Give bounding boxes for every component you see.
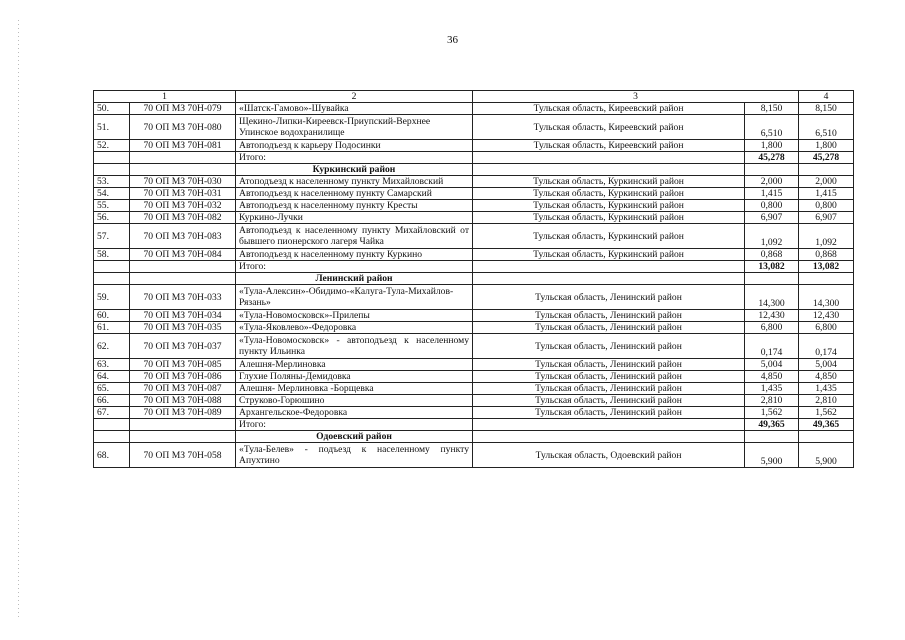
road-location: Тульская область, Ленинский район — [473, 395, 745, 407]
table-row — [94, 176, 854, 188]
road-value: 0,174 — [799, 334, 854, 359]
total-blank-cell — [94, 261, 130, 273]
road-value: 14,300 — [799, 285, 854, 310]
section-blank-cell — [94, 164, 130, 176]
road-length: 4,850 — [745, 371, 799, 383]
table-row — [94, 322, 854, 334]
road-location: Тульская область, Киреевский район — [473, 115, 745, 140]
road-code: 70 ОП МЗ 70Н-031 — [130, 188, 236, 200]
row-number: 53. — [94, 176, 130, 188]
road-length: 6,510 — [745, 115, 799, 140]
road-length: 0,800 — [745, 200, 799, 212]
total-blank-cell — [130, 152, 236, 164]
section-blank-cell — [799, 164, 854, 176]
road-length: 0,174 — [745, 334, 799, 359]
road-location: Тульская область, Ленинский район — [473, 334, 745, 359]
section-blank-cell — [799, 273, 854, 285]
road-name: Глухие Поляны-Демидовка — [236, 371, 473, 383]
road-value: 1,800 — [799, 140, 854, 152]
road-code: 70 ОП МЗ 70Н-034 — [130, 310, 236, 322]
road-name: «Тула-Белев» - подъезд к населенному пункту Апухтино — [236, 443, 473, 468]
road-name: Автоподъезд к населенному пункту Самарский — [236, 188, 473, 200]
road-value: 2,810 — [799, 395, 854, 407]
total-value: 49,365 — [799, 419, 854, 431]
road-length: 12,430 — [745, 310, 799, 322]
section-blank-cell — [94, 431, 130, 443]
road-name: Атоподъезд к населенному пункту Михайловский — [236, 176, 473, 188]
road-code: 70 ОП МЗ 70Н-086 — [130, 371, 236, 383]
road-code: 70 ОП МЗ 70Н-082 — [130, 212, 236, 224]
road-value: 6,800 — [799, 322, 854, 334]
row-number: 50. — [94, 103, 130, 115]
total-label: Итого: — [236, 419, 473, 431]
road-location: Тульская область, Куркинский район — [473, 224, 745, 249]
total-row — [94, 152, 854, 164]
road-name: «Шатск-Гамово»-Шувайка — [236, 103, 473, 115]
table-row — [94, 140, 854, 152]
road-value: 12,430 — [799, 310, 854, 322]
table-row — [94, 334, 854, 359]
row-number: 54. — [94, 188, 130, 200]
road-name: «Тула-Яковлево»-Федоровка — [236, 322, 473, 334]
row-number: 61. — [94, 322, 130, 334]
total-label: Итого: — [236, 152, 473, 164]
table-row — [94, 383, 854, 395]
road-length: 1,415 — [745, 188, 799, 200]
table-row — [94, 359, 854, 371]
total-blank-cell — [94, 419, 130, 431]
column-header-3: 3 — [473, 91, 799, 103]
section-blank-cell — [799, 431, 854, 443]
road-value: 6,510 — [799, 115, 854, 140]
total-value: 13,082 — [799, 261, 854, 273]
road-location: Тульская область, Куркинский район — [473, 249, 745, 261]
road-code: 70 ОП МЗ 70Н-080 — [130, 115, 236, 140]
road-value: 5,004 — [799, 359, 854, 371]
road-name: Струково-Горюшино — [236, 395, 473, 407]
road-value: 1,435 — [799, 383, 854, 395]
total-blank-cell — [130, 261, 236, 273]
total-row — [94, 419, 854, 431]
road-location: Тульская область, Ленинский район — [473, 371, 745, 383]
road-name: «Тула-Новомосковск»-Прилепы — [236, 310, 473, 322]
section-blank-cell — [94, 273, 130, 285]
row-number: 64. — [94, 371, 130, 383]
table-row — [94, 200, 854, 212]
road-value: 2,000 — [799, 176, 854, 188]
road-length: 5,004 — [745, 359, 799, 371]
total-blank-cell — [130, 419, 236, 431]
row-number: 51. — [94, 115, 130, 140]
table-row — [94, 371, 854, 383]
road-name: Архангельское-Федоровка — [236, 407, 473, 419]
road-value: 8,150 — [799, 103, 854, 115]
table-row — [94, 285, 854, 310]
road-location: Тульская область, Киреевский район — [473, 103, 745, 115]
section-blank-cell — [130, 431, 236, 443]
section-blank-cell — [130, 273, 236, 285]
road-code: 70 ОП МЗ 70Н-089 — [130, 407, 236, 419]
column-header-4: 4 — [799, 91, 854, 103]
page-number: 36 — [447, 34, 458, 46]
table-row — [94, 249, 854, 261]
road-code: 70 ОП МЗ 70Н-032 — [130, 200, 236, 212]
section-blank-cell — [745, 273, 799, 285]
section-header-row — [94, 431, 854, 443]
row-number: 56. — [94, 212, 130, 224]
road-code: 70 ОП МЗ 70Н-030 — [130, 176, 236, 188]
total-blank-cell — [473, 419, 745, 431]
row-number: 55. — [94, 200, 130, 212]
roads-table-body — [94, 91, 854, 468]
road-length: 1,800 — [745, 140, 799, 152]
road-location: Тульская область, Куркинский район — [473, 188, 745, 200]
road-location: Тульская область, Ленинский район — [473, 310, 745, 322]
road-name: Автоподъезд к населенному пункту Куркино — [236, 249, 473, 261]
road-code: 70 ОП МЗ 70Н-083 — [130, 224, 236, 249]
road-code: 70 ОП МЗ 70Н-037 — [130, 334, 236, 359]
road-length: 2,810 — [745, 395, 799, 407]
road-code: 70 ОП МЗ 70Н-085 — [130, 359, 236, 371]
road-length: 6,800 — [745, 322, 799, 334]
road-code: 70 ОП МЗ 70Н-058 — [130, 443, 236, 468]
road-name: Щекино-Липки-Киреевск-Приупский-Верхнее Упинское водохранилище — [236, 115, 473, 140]
road-name: Куркино-Лучки — [236, 212, 473, 224]
row-number: 59. — [94, 285, 130, 310]
road-value: 4,850 — [799, 371, 854, 383]
table-row — [94, 188, 854, 200]
road-name: Автоподъезд к карьеру Подосинки — [236, 140, 473, 152]
section-blank-cell — [745, 431, 799, 443]
binding-margin-marks — [18, 20, 19, 620]
road-name: Автоподъезд к населенному пункту Кресты — [236, 200, 473, 212]
road-location: Тульская область, Куркинский район — [473, 200, 745, 212]
road-length: 14,300 — [745, 285, 799, 310]
row-number: 57. — [94, 224, 130, 249]
row-number: 68. — [94, 443, 130, 468]
road-location: Тульская область, Ленинский район — [473, 383, 745, 395]
road-code: 70 ОП МЗ 70Н-081 — [130, 140, 236, 152]
row-number: 63. — [94, 359, 130, 371]
road-length: 1,435 — [745, 383, 799, 395]
row-number: 62. — [94, 334, 130, 359]
road-location: Тульская область, Куркинский район — [473, 176, 745, 188]
section-blank-cell — [473, 164, 745, 176]
row-number: 67. — [94, 407, 130, 419]
road-name: «Тула-Новомосковск» - автоподъезд к населенному пункту Ильинка — [236, 334, 473, 359]
row-number: 65. — [94, 383, 130, 395]
table-row — [94, 395, 854, 407]
road-code: 70 ОП МЗ 70Н-079 — [130, 103, 236, 115]
table-row — [94, 224, 854, 249]
table-row — [94, 103, 854, 115]
road-location: Тульская область, Киреевский район — [473, 140, 745, 152]
table-row — [94, 443, 854, 468]
total-label: Итого: — [236, 261, 473, 273]
road-length: 0,868 — [745, 249, 799, 261]
total-length: 49,365 — [745, 419, 799, 431]
section-title: Куркинский район — [236, 164, 473, 176]
total-length: 13,082 — [745, 261, 799, 273]
table-row — [94, 115, 854, 140]
road-location: Тульская область, Ленинский район — [473, 359, 745, 371]
section-header-row — [94, 273, 854, 285]
total-row — [94, 261, 854, 273]
row-number: 58. — [94, 249, 130, 261]
column-header-1: 1 — [94, 91, 236, 103]
column-number-header — [94, 91, 854, 103]
table-row — [94, 212, 854, 224]
road-length: 2,000 — [745, 176, 799, 188]
road-length: 5,900 — [745, 443, 799, 468]
total-blank-cell — [94, 152, 130, 164]
section-blank-cell — [130, 164, 236, 176]
road-value: 1,562 — [799, 407, 854, 419]
section-blank-cell — [745, 164, 799, 176]
road-location: Тульская область, Одоевский район — [473, 443, 745, 468]
total-blank-cell — [473, 261, 745, 273]
road-value: 6,907 — [799, 212, 854, 224]
road-value: 1,415 — [799, 188, 854, 200]
section-title: Одоевский район — [236, 431, 473, 443]
table-row — [94, 407, 854, 419]
total-blank-cell — [473, 152, 745, 164]
total-length: 45,278 — [745, 152, 799, 164]
section-blank-cell — [473, 273, 745, 285]
road-name: Алешня- Мерлиновка -Борщевка — [236, 383, 473, 395]
road-location: Тульская область, Ленинский район — [473, 322, 745, 334]
section-header-row — [94, 164, 854, 176]
road-value: 5,900 — [799, 443, 854, 468]
table-row — [94, 310, 854, 322]
road-value: 1,092 — [799, 224, 854, 249]
road-length: 8,150 — [745, 103, 799, 115]
road-name: «Тула-Алексин»-Обидимо-«Калуга-Тула-Михайлов-Рязань» — [236, 285, 473, 310]
road-name: Алешня-Мерлиновка — [236, 359, 473, 371]
road-code: 70 ОП МЗ 70Н-088 — [130, 395, 236, 407]
total-value: 45,278 — [799, 152, 854, 164]
road-value: 0,800 — [799, 200, 854, 212]
section-title: Ленинский район — [236, 273, 473, 285]
road-code: 70 ОП МЗ 70Н-084 — [130, 249, 236, 261]
row-number: 66. — [94, 395, 130, 407]
row-number: 52. — [94, 140, 130, 152]
road-length: 6,907 — [745, 212, 799, 224]
road-name: Автоподъезд к населенному пункту Михайловский от бывшего пионерского лагеря Чайка — [236, 224, 473, 249]
road-code: 70 ОП МЗ 70Н-033 — [130, 285, 236, 310]
column-header-2: 2 — [236, 91, 473, 103]
road-location: Тульская область, Ленинский район — [473, 285, 745, 310]
road-location: Тульская область, Ленинский район — [473, 407, 745, 419]
road-code: 70 ОП МЗ 70Н-035 — [130, 322, 236, 334]
road-length: 1,092 — [745, 224, 799, 249]
road-value: 0,868 — [799, 249, 854, 261]
road-code: 70 ОП МЗ 70Н-087 — [130, 383, 236, 395]
road-length: 1,562 — [745, 407, 799, 419]
roads-table — [93, 90, 854, 468]
section-blank-cell — [473, 431, 745, 443]
road-location: Тульская область, Куркинский район — [473, 212, 745, 224]
row-number: 60. — [94, 310, 130, 322]
